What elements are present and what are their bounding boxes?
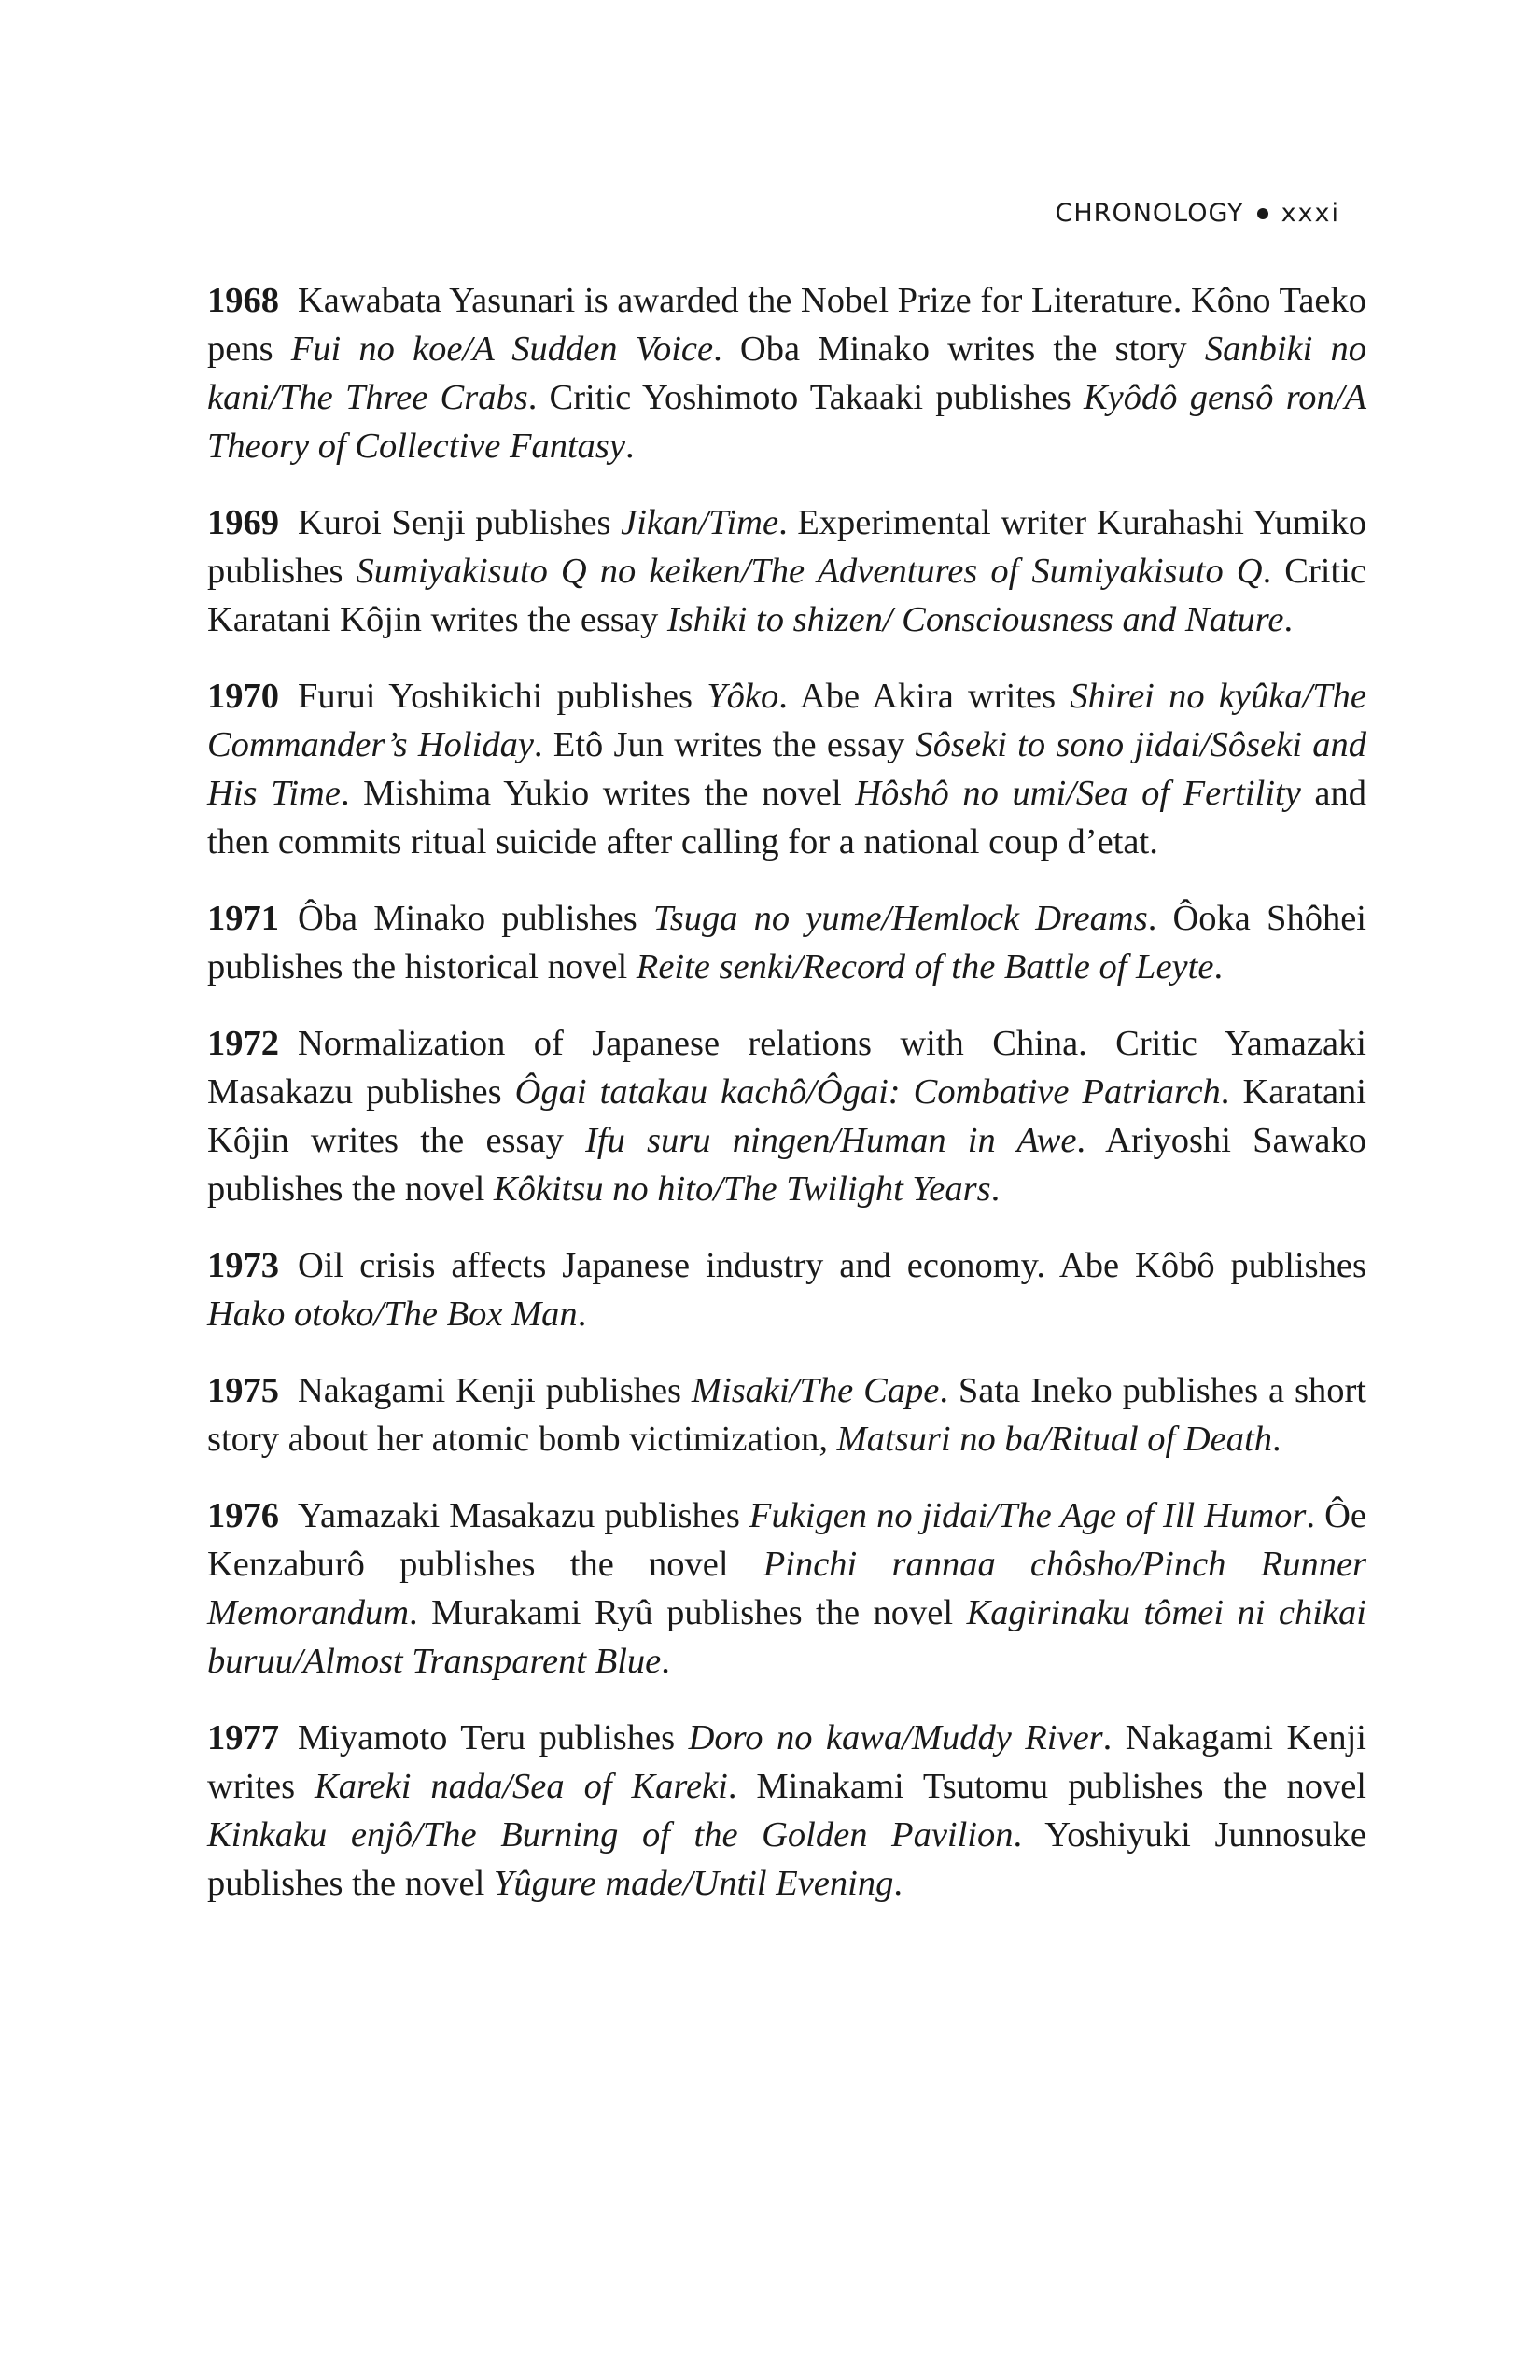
entry-text: . — [1283, 600, 1294, 639]
entry-text: . Ariyoshi Sawako publishes the novel — [207, 1121, 1366, 1209]
entry-text: . — [990, 1169, 1001, 1209]
entry-text: . — [625, 427, 635, 466]
entry-text: . Murakami Ryû publishes the novel — [409, 1593, 967, 1632]
work-title: Pinchi rannaa chôsho/Pinch Runner Memorandum — [207, 1545, 1367, 1632]
entry-text: . Critic Karatani Kôjin writes the essay — [207, 552, 1366, 639]
chronology-entry — [207, 276, 1366, 470]
work-title: Kyôdô gensô ron/A Theory of Collective Fantasy — [207, 378, 1367, 466]
entry-text: Normalization of Japanese relations with China. Critic Yamazaki Masakazu publishes — [207, 1024, 1366, 1112]
work-title: Fukigen no jidai/The Age of Ill Humor — [749, 1496, 1307, 1535]
entry-text: . Minakami Tsutomu publishes the novel — [727, 1767, 1366, 1806]
entry-text: . Experimental writer Kurahashi Yumiko publishes — [207, 503, 1366, 591]
entry-text: Kawabata Yasunari is awarded the Nobel Prize for Literature. Kôno Taeko pens — [207, 281, 1366, 369]
entry-year: 1971 — [207, 899, 279, 938]
entry-text: . Oba Minako writes the story — [713, 329, 1205, 369]
entry-text: Oil crisis affects Japanese industry and economy. Abe Kôbô publishes — [298, 1246, 1366, 1285]
chronology-entry — [207, 498, 1366, 644]
chronology-entry — [207, 1241, 1366, 1338]
work-title: Ishiki to shizen/ Consciousness and Nature — [666, 600, 1284, 639]
chronology-entry — [207, 672, 1366, 866]
work-title: Matsuri no ba/Ritual of Death — [836, 1420, 1272, 1459]
running-head — [1056, 199, 1340, 228]
entry-text: . Karatani Kôjin writes the essay — [207, 1072, 1366, 1160]
bullet-separator-icon — [1257, 208, 1268, 219]
entry-text: . Mishima Yukio writes the novel — [340, 774, 856, 813]
chronology-list — [207, 276, 1366, 1936]
work-title: Doro no kawa/Muddy River — [688, 1718, 1103, 1757]
entry-text: Ôba Minako publishes — [298, 899, 653, 938]
entry-year: 1970 — [207, 677, 279, 716]
work-title: Reite senki/Record of the Battle of Leyte — [636, 947, 1214, 987]
work-title: Yôko — [707, 677, 779, 716]
entry-text: . — [1271, 1420, 1281, 1459]
entry-text: Miyamoto Teru publishes — [298, 1718, 689, 1757]
work-title: Fui no koe/A Sudden Voice — [290, 329, 714, 369]
entry-text: . Sata Ineko publishes a short story about her atomic bomb victimization, — [207, 1371, 1366, 1459]
entry-text: and then commits ritual suicide after calling for a national coup d’etat. — [207, 774, 1366, 861]
chronology-entry — [207, 1491, 1366, 1686]
entry-year: 1968 — [207, 281, 279, 320]
work-title: Hako otoko/The Box Man — [207, 1295, 578, 1334]
entry-text: . Etô Jun writes the essay — [533, 725, 916, 764]
entry-text: . Yoshiyuki Junnosuke publishes the novel — [207, 1815, 1366, 1903]
entry-text: . Critic Yoshimoto Takaaki publishes — [527, 378, 1084, 417]
entry-year: 1975 — [207, 1371, 279, 1410]
work-title: Jikan/Time — [621, 503, 779, 542]
running-head-section: CHRONOLOGY — [1055, 199, 1244, 228]
work-title: Misaki/The Cape — [691, 1371, 940, 1410]
entry-text: Nakagami Kenji publishes — [298, 1371, 692, 1410]
work-title: Sôseki to sono jidai/Sôseki and His Time — [207, 725, 1366, 813]
work-title: Hôshô no umi/Sea of Fertility — [855, 774, 1301, 813]
work-title: Yûgure made/Until Evening — [493, 1864, 894, 1903]
entry-text: . Nakagami Kenji writes — [207, 1718, 1367, 1806]
entry-year: 1972 — [207, 1024, 279, 1063]
chronology-entry — [207, 1714, 1366, 1908]
entry-year: 1969 — [207, 503, 279, 542]
work-title: Kareki nada/Sea of Kareki — [315, 1767, 728, 1806]
entry-text: . Ôoka Shôhei publishes the historical novel — [207, 899, 1366, 987]
work-title: Tsuga no yume/Hemlock Dreams — [652, 899, 1148, 938]
entry-text: . — [661, 1642, 670, 1681]
work-title: Kagirinaku tômei ni chikai buruu/Almost Transparent Blue — [207, 1593, 1367, 1681]
work-title: Sanbiki no kani/The Three Crabs — [207, 329, 1366, 417]
entry-text: . Ôe Kenzaburô publishes the novel — [207, 1496, 1366, 1584]
chronology-entry — [207, 894, 1366, 991]
work-title: Kinkaku enjô/The Burning of the Golden Pavilion — [207, 1815, 1014, 1855]
entry-text: Yamazaki Masakazu publishes — [298, 1496, 749, 1535]
entry-year: 1973 — [207, 1246, 279, 1285]
entry-year: 1976 — [207, 1496, 279, 1535]
entry-text: . — [577, 1295, 587, 1334]
entry-text: Furui Yoshikichi publishes — [298, 677, 707, 716]
entry-year: 1977 — [207, 1718, 279, 1757]
work-title: Ôgai tatakau kachô/Ôgai: Combative Patriarch — [514, 1072, 1221, 1112]
entry-text: . Abe Akira writes — [778, 677, 1071, 716]
entry-text: . — [893, 1864, 903, 1903]
entry-text: Kuroi Senji publishes — [298, 503, 622, 542]
work-title: Ifu suru ningen/Human in Awe — [585, 1121, 1077, 1160]
work-title: Sumiyakisuto Q no keiken/The Adventures of Sumiyakisuto Q — [356, 552, 1263, 591]
page-number: xxxi — [1281, 199, 1340, 228]
chronology-entry — [207, 1019, 1366, 1213]
entry-text: . — [1213, 947, 1224, 987]
chronology-entry — [207, 1366, 1366, 1463]
work-title: Kôkitsu no hito/The Twilight Years — [493, 1169, 991, 1209]
work-title: Shirei no kyûka/The Commander’s Holiday — [207, 677, 1367, 764]
